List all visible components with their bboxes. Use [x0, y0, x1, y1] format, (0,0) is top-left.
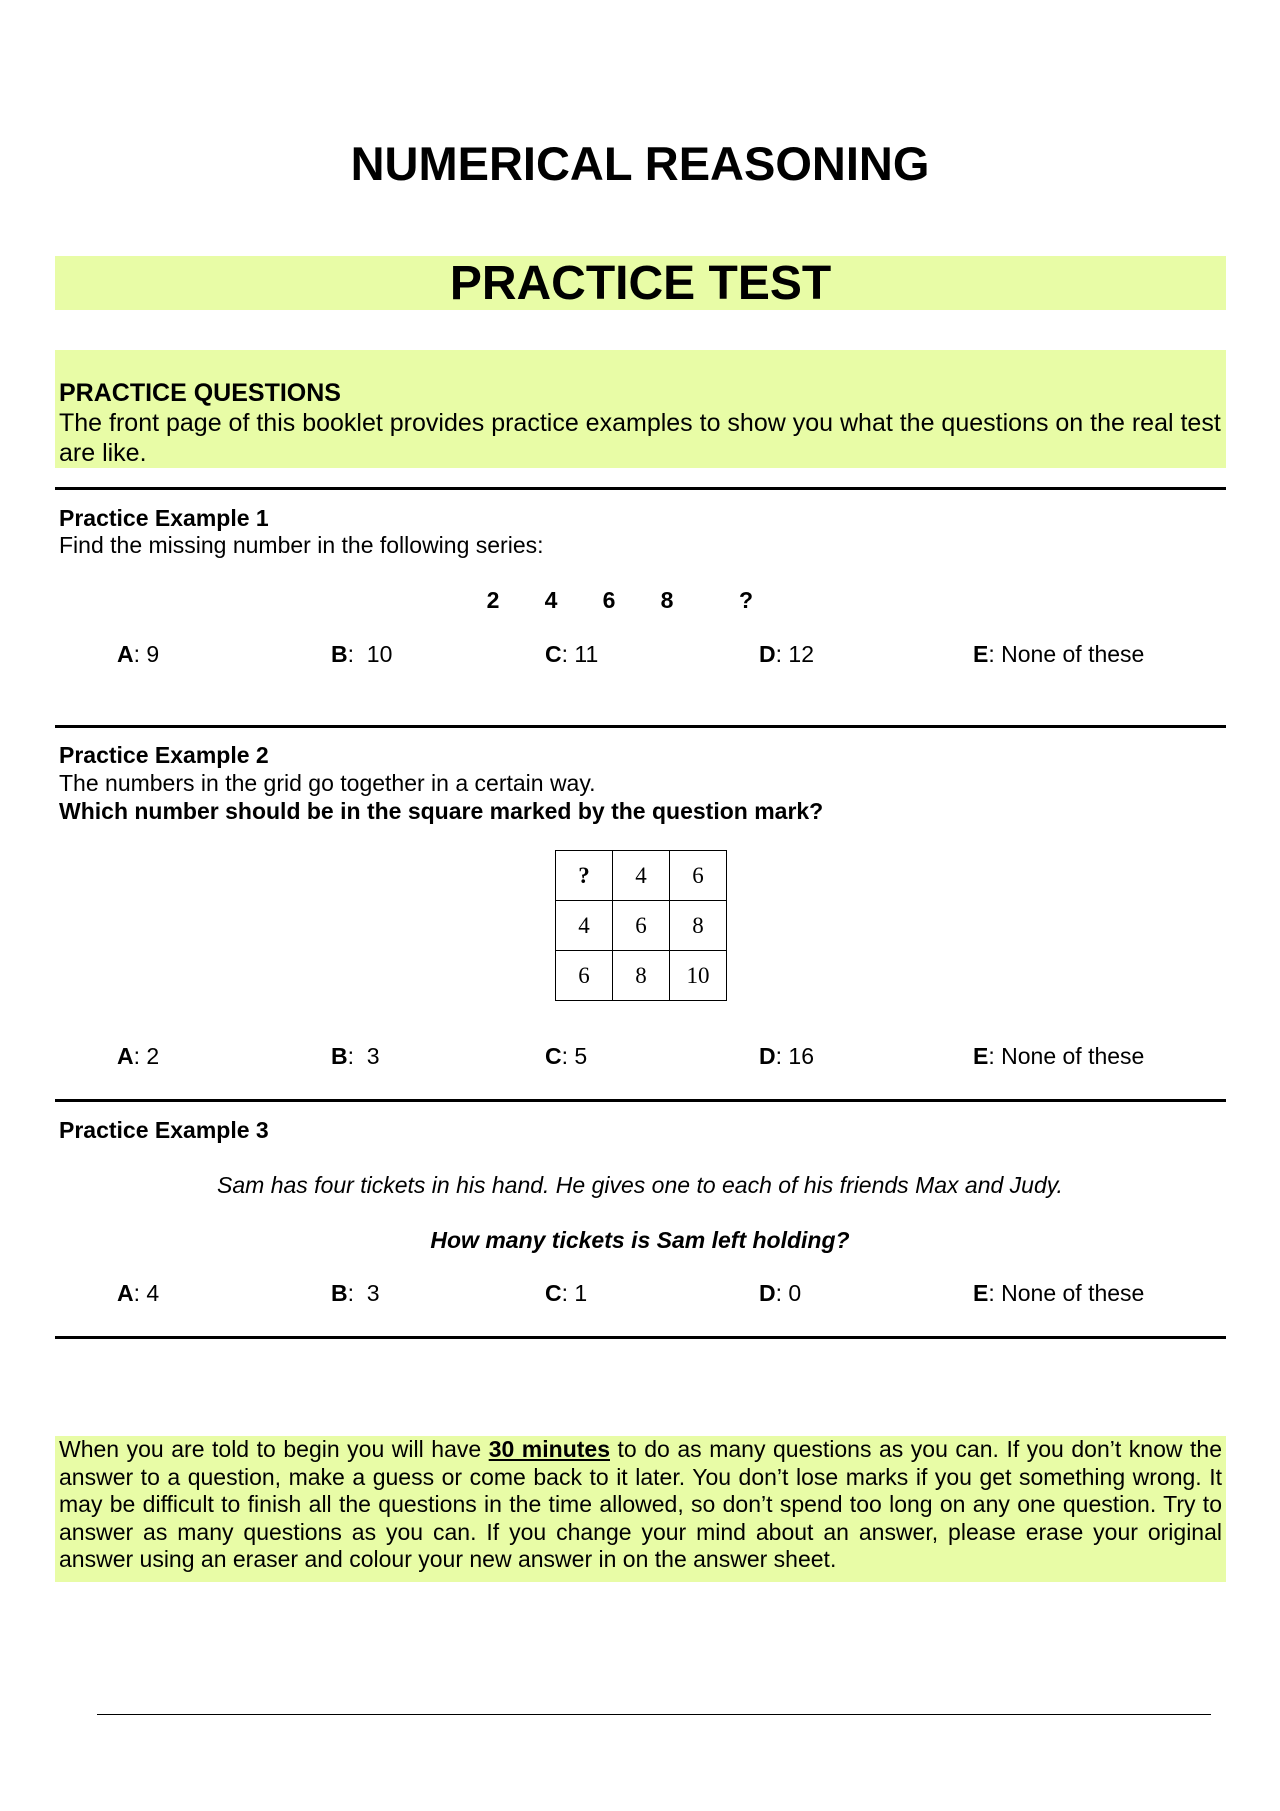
option-key: B	[331, 1043, 348, 1069]
instructions-box	[55, 1436, 1226, 1582]
grid-cell: 6	[670, 851, 727, 901]
option-key: C	[545, 641, 562, 667]
example-2-option-b: B: 3	[331, 1043, 380, 1069]
number-grid	[555, 850, 727, 1001]
option-value: 12	[788, 641, 814, 667]
footer-divider	[97, 1714, 1211, 1715]
instructions-text: When you are told to begin you will have	[59, 1436, 489, 1462]
grid-cell: 6	[556, 951, 613, 1001]
page-title: NUMERICAL REASONING	[350, 137, 930, 190]
option-value: None of these	[1001, 641, 1145, 667]
option-value: 9	[146, 641, 160, 667]
example-1-option-c: C: 11	[545, 641, 599, 667]
example-2-title: Practice Example 2	[59, 742, 269, 768]
grid-cell: 4	[613, 851, 670, 901]
example-1-option-d: D: 12	[759, 641, 814, 667]
example-2-option-e: E: None of these	[973, 1043, 1145, 1069]
option-key: C	[545, 1043, 562, 1069]
option-value: 0	[788, 1280, 802, 1306]
grid-cell: 8	[670, 901, 727, 951]
grid-cell: 8	[613, 951, 670, 1001]
grid-cell: 6	[613, 901, 670, 951]
example-1-option-b: B: 10	[331, 641, 393, 667]
series-missing-item: ?	[738, 587, 754, 613]
option-key: B	[331, 641, 348, 667]
option-key: B	[331, 1280, 348, 1306]
example-2-option-c: C: 5	[545, 1043, 588, 1069]
divider	[55, 1099, 1226, 1102]
option-key: A	[117, 641, 134, 667]
option-key: E	[973, 1280, 989, 1306]
example-3-option-b: B: 3	[331, 1280, 380, 1306]
option-key: D	[759, 1280, 776, 1306]
series-item: 8	[660, 587, 674, 613]
option-value: None of these	[1001, 1043, 1145, 1069]
example-1-prompt: Find the missing number in the following series:	[59, 532, 544, 558]
example-2-option-a: A: 2	[117, 1043, 160, 1069]
intro-box	[55, 350, 1226, 468]
grid-cell-missing: ?	[556, 851, 613, 901]
example-3-option-c: C: 1	[545, 1280, 588, 1306]
example-2-option-d: D: 16	[759, 1043, 814, 1069]
series-item: 6	[602, 587, 616, 613]
example-1-title: Practice Example 1	[59, 505, 269, 531]
example-2-prompt: The numbers in the grid go together in a certain way.	[59, 770, 596, 796]
example-1-option-a: A: 9	[117, 641, 160, 667]
page-subtitle: PRACTICE TEST	[55, 256, 1226, 310]
option-value: 10	[366, 641, 393, 667]
example-3-question: How many tickets is Sam left holding?	[430, 1227, 850, 1253]
option-key: D	[759, 641, 776, 667]
option-key: A	[117, 1043, 134, 1069]
option-key: E	[973, 641, 989, 667]
option-value: None of these	[1001, 1280, 1145, 1306]
series-item: 2	[486, 587, 500, 613]
option-value: 2	[146, 1043, 160, 1069]
example-1-option-e: E: None of these	[973, 641, 1145, 667]
intro-heading: PRACTICE QUESTIONS	[59, 379, 341, 407]
divider	[55, 1336, 1226, 1339]
option-value: 16	[788, 1043, 814, 1069]
instructions-text: to do as many questions as you can. If you don’t know the answer to a question, make a guess or come back to it later. You don’t lose marks if you get something wrong. It may be difficult to finish all the questions in the time allowed, so don’t spend too long on any one question. Try to answer as many questions as you can. If you change your mind about an answer, please erase your original answer using an eraser and colour your new answer in on the answer sheet.	[59, 1436, 1222, 1572]
example-2-question: Which number should be in the square marked by the question mark?	[59, 798, 824, 824]
example-3-story: Sam has four tickets in his hand. He gives one to each of his friends Max and Judy.	[217, 1172, 1063, 1198]
option-key: A	[117, 1280, 134, 1306]
option-value: 11	[574, 641, 599, 667]
divider	[55, 487, 1226, 490]
example-3-option-a: A: 4	[117, 1280, 160, 1306]
example-3-title: Practice Example 3	[59, 1117, 269, 1143]
example-3-option-e: E: None of these	[973, 1280, 1145, 1306]
intro-text: The front page of this booklet provides practice examples to show you what the questions on the real test are like.	[59, 409, 1221, 467]
option-value: 3	[366, 1280, 380, 1306]
option-value: 4	[146, 1280, 160, 1306]
grid-cell: 4	[556, 901, 613, 951]
option-key: C	[545, 1280, 562, 1306]
series-item: 4	[544, 587, 558, 613]
time-limit: 30 minutes	[488, 1436, 610, 1462]
divider	[55, 725, 1226, 728]
option-key: D	[759, 1043, 776, 1069]
example-3-option-d: D: 0	[759, 1280, 802, 1306]
grid-cell: 10	[670, 951, 727, 1001]
option-value: 1	[574, 1280, 588, 1306]
option-value: 5	[574, 1043, 588, 1069]
option-value: 3	[366, 1043, 380, 1069]
option-key: E	[973, 1043, 989, 1069]
